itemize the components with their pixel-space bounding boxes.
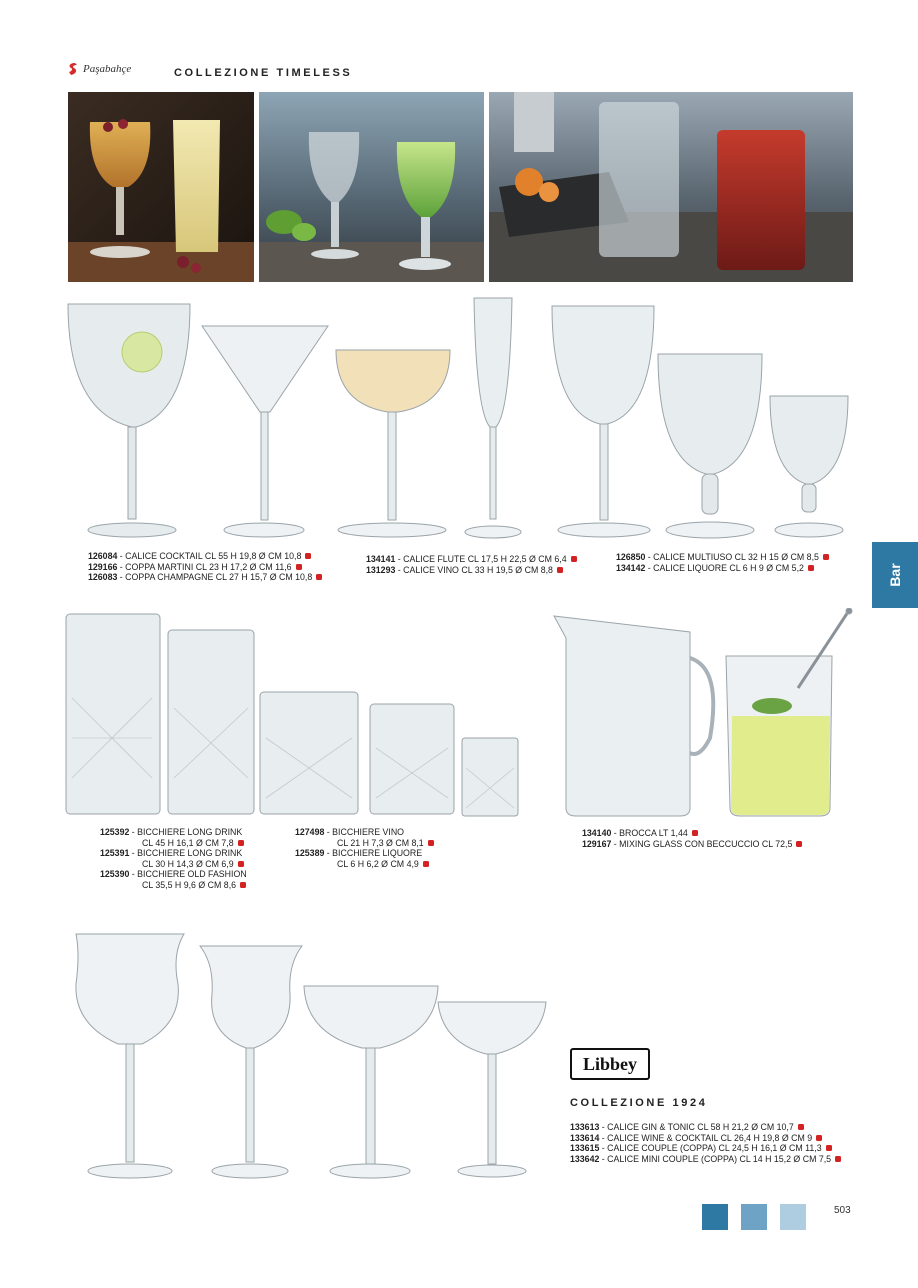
red-square-marker: [835, 1156, 841, 1162]
caption-item: 126083 - COPPA CHAMPAGNE CL 27 H 15,7 Ø CM 10,8: [88, 572, 322, 583]
caption-item: 126850 - CALICE MULTIUSO CL 32 H 15 Ø CM 8,5: [616, 552, 829, 563]
brand-name: Paşabahçe: [83, 63, 132, 75]
red-square-marker: [816, 1135, 822, 1141]
caption-item: 125392 - BICCHIERE LONG DRINK: [100, 827, 243, 837]
caption-item: 133613 - CALICE GIN & TONIC CL 58 H 21,2 Ø CM 10,7: [570, 1122, 841, 1133]
caption-group-1: [88, 551, 322, 583]
red-square-marker: [823, 554, 829, 560]
caption-group-5: [295, 827, 434, 869]
red-square-marker: [240, 882, 246, 888]
footer-square-dark: [702, 1204, 728, 1230]
caption-item: 131293 - CALICE VINO CL 33 H 19,5 Ø CM 8,8: [366, 565, 577, 576]
caption-item-line2: CL 35,5 H 9,6 Ø CM 8,6: [100, 880, 247, 891]
red-square-marker: [423, 861, 429, 867]
caption-item: 125391 - BICCHIERE LONG DRINK: [100, 848, 243, 859]
red-square-marker: [796, 841, 802, 847]
caption-item-line2: CL 30 H 14,3 Ø CM 6,9: [100, 859, 247, 870]
red-square-marker: [238, 861, 244, 867]
caption-item: 134142 - CALICE LIQUORE CL 6 H 9 Ø CM 5,2: [616, 563, 829, 574]
red-square-marker: [238, 840, 244, 846]
caption-item: 133642 - CALICE MINI COUPLE (COPPA) CL 14 H 15,2 Ø CM 7,5: [570, 1154, 841, 1165]
caption-item: 133615 - CALICE COUPLE (COPPA) CL 24,5 H 16,1 Ø CM 11,3: [570, 1143, 841, 1154]
caption-item: 126084 - CALICE COCKTAIL CL 55 H 19,8 Ø CM 10,8: [88, 551, 322, 562]
caption-group-4: [100, 827, 247, 891]
caption-group-1924: [570, 1122, 841, 1164]
caption-item: 125390 - BICCHIERE OLD FASHION: [100, 869, 247, 880]
red-square-marker: [808, 565, 814, 571]
photo-green-cocktail: [259, 92, 484, 282]
caption-item: 134141 - CALICE FLUTE CL 17,5 H 22,5 Ø CM 6,4: [366, 554, 577, 565]
photo-tumblers-slate: [489, 92, 853, 282]
red-square-marker: [428, 840, 434, 846]
red-square-marker: [557, 567, 563, 573]
caption-group-3: [616, 552, 829, 573]
caption-item: 125389 - BICCHIERE LIQUORE: [295, 848, 423, 859]
red-square-marker: [798, 1124, 804, 1130]
caption-item: 127498 - BICCHIERE VINO: [295, 827, 405, 837]
caption-item-line2: CL 6 H 6,2 Ø CM 4,9: [295, 859, 434, 870]
red-square-marker: [571, 556, 577, 562]
product-row-tumblers: [62, 608, 532, 823]
red-square-marker: [692, 830, 698, 836]
product-row-1924: [62, 924, 552, 1186]
caption-item: 133614 - CALICE WINE & COCKTAIL CL 26,4 H 19,8 Ø CM 9: [570, 1133, 841, 1144]
caption-item-line2: CL 21 H 7,3 Ø CM 8,1: [295, 838, 434, 849]
product-row-stemware: [62, 292, 858, 542]
pasabahce-logo-icon: [66, 62, 80, 76]
red-square-marker: [826, 1145, 832, 1151]
section-tab-bar[interactable]: [872, 542, 918, 608]
product-row-pitcher: [550, 608, 860, 823]
page-title: COLLEZIONE TIMELESS: [174, 67, 353, 79]
caption-group-2: [366, 554, 577, 575]
collection-1924-title: COLLEZIONE 1924: [570, 1097, 708, 1109]
caption-item: 134140 - BROCCA LT 1,44: [582, 828, 802, 839]
caption-group-6: [582, 828, 802, 849]
caption-item: 129166 - COPPA MARTINI CL 23 H 17,2 Ø CM 11,6: [88, 562, 322, 573]
footer-square-light: [780, 1204, 806, 1230]
footer-square-mid: [741, 1204, 767, 1230]
photo-cocktails-wood: [68, 92, 254, 282]
brand-logo: [66, 62, 131, 76]
caption-item: 129167 - MIXING GLASS CON BECCUCCIO CL 72,5: [582, 839, 802, 850]
page-number: 503: [834, 1205, 851, 1216]
caption-item-line2: CL 45 H 16,1 Ø CM 7,8: [100, 838, 247, 849]
red-square-marker: [296, 564, 302, 570]
libbey-logo: Libbey: [570, 1048, 650, 1080]
section-tab-label: Bar: [887, 563, 903, 587]
red-square-marker: [316, 574, 322, 580]
red-square-marker: [305, 553, 311, 559]
